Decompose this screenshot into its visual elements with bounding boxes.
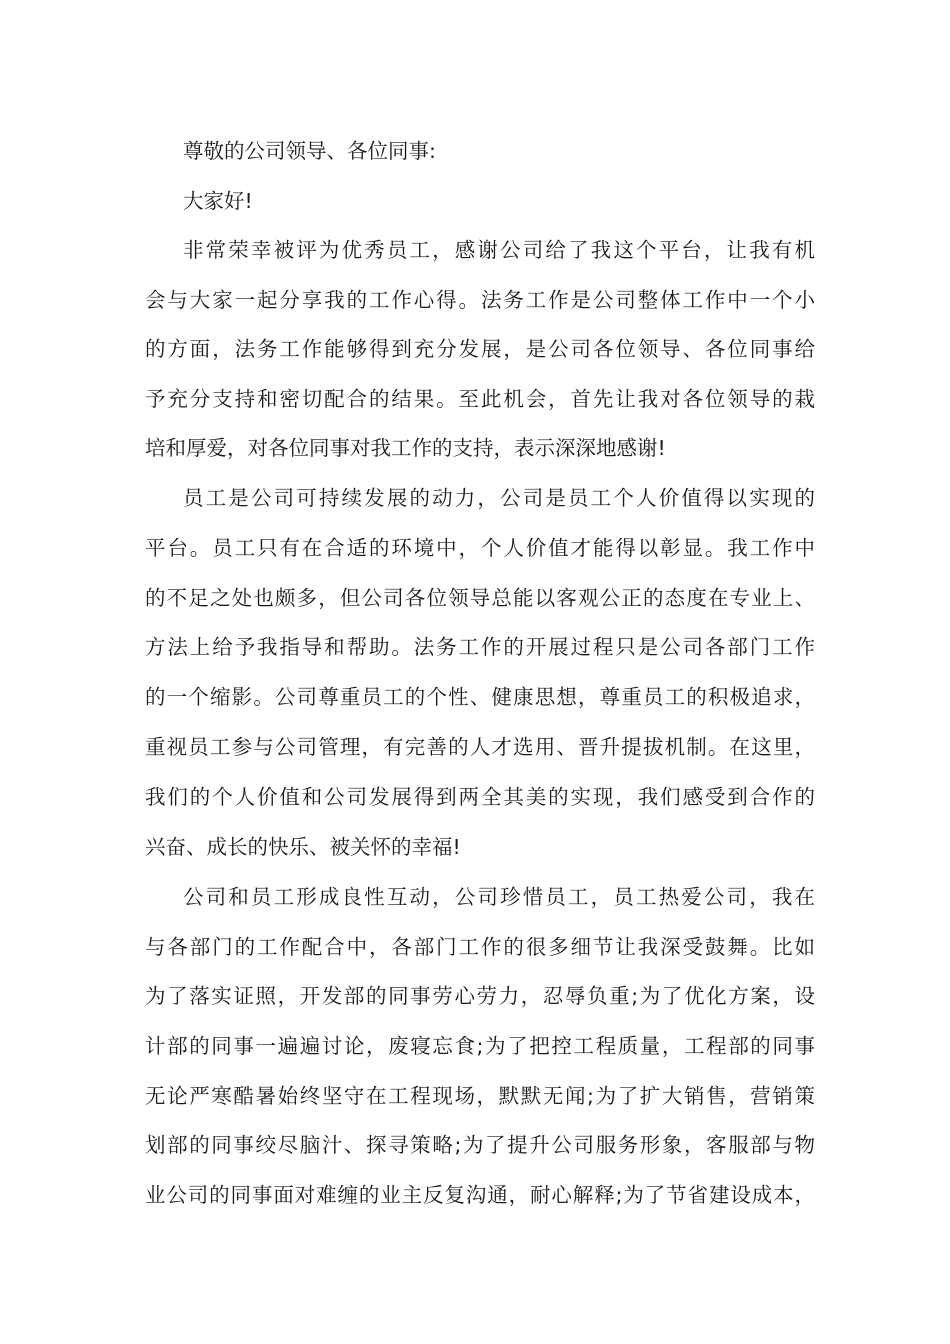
paragraph-1-line-2: 会与大家一起分享我的工作心得。法务工作是公司整体工作中一个小 (145, 288, 815, 312)
paragraph-3-line-5: 无论严寒酷暑始终坚守在工程现场，默默无闻;为了扩大销售，营销策 (145, 1084, 815, 1108)
paragraph-3-line-3: 为了落实证照，开发部的同事劳心劳力，忍辱负重;为了优化方案，设 (145, 984, 815, 1008)
paragraph-1-line-3: 的方面，法务工作能够得到充分发展，是公司各位领导、各位同事给 (145, 337, 815, 361)
paragraph-2-line-1: 员工是公司可持续发展的动力，公司是员工个人价值得以实现的 (183, 486, 815, 510)
paragraph-2-line-6: 重视员工参与公司管理，有完善的人才选用、晋升提拔机制。在这里， (145, 735, 815, 759)
salutation: 尊敬的公司领导、各位同事: (183, 139, 436, 163)
paragraph-3-line-1: 公司和员工形成良性互动，公司珍惜员工，员工热爱公司，我在 (183, 885, 815, 909)
paragraph-2-line-5: 的一个缩影。公司尊重员工的个性、健康思想，尊重员工的积极追求， (145, 685, 815, 709)
paragraph-2-line-8: 兴奋、成长的快乐、被关怀的幸福! (145, 835, 461, 859)
paragraph-2-line-2: 平台。员工只有在合适的环境中，个人价值才能得以彰显。我工作中 (145, 536, 815, 560)
paragraph-3-line-6: 划部的同事绞尽脑汁、探寻策略;为了提升公司服务形象，客服部与物 (145, 1133, 815, 1157)
greeting: 大家好! (183, 189, 253, 213)
paragraph-1-line-1: 非常荣幸被评为优秀员工，感谢公司给了我这个平台，让我有机 (183, 238, 815, 262)
paragraph-3-line-4: 计部的同事一遍遍讨论，废寝忘食;为了把控工程质量，工程部的同事 (145, 1034, 815, 1058)
paragraph-3-line-2: 与各部门的工作配合中，各部门工作的很多细节让我深受鼓舞。比如 (145, 935, 815, 959)
paragraph-1-line-5: 培和厚爱，对各位同事对我工作的支持，表示深深地感谢! (145, 436, 666, 460)
paragraph-2-line-3: 的不足之处也颇多，但公司各位领导总能以客观公正的态度在专业上、 (145, 586, 815, 610)
paragraph-2-line-4: 方法上给予我指导和帮助。法务工作的开展过程只是公司各部门工作 (145, 635, 815, 659)
paragraph-1-line-4: 予充分支持和密切配合的结果。至此机会，首先让我对各位领导的栽 (145, 387, 815, 411)
paragraph-2-line-7: 我们的个人价值和公司发展得到两全其美的实现，我们感受到合作的 (145, 785, 815, 809)
paragraph-3-line-7: 业公司的同事面对难缠的业主反复沟通，耐心解释;为了节省建设成本， (145, 1183, 815, 1207)
